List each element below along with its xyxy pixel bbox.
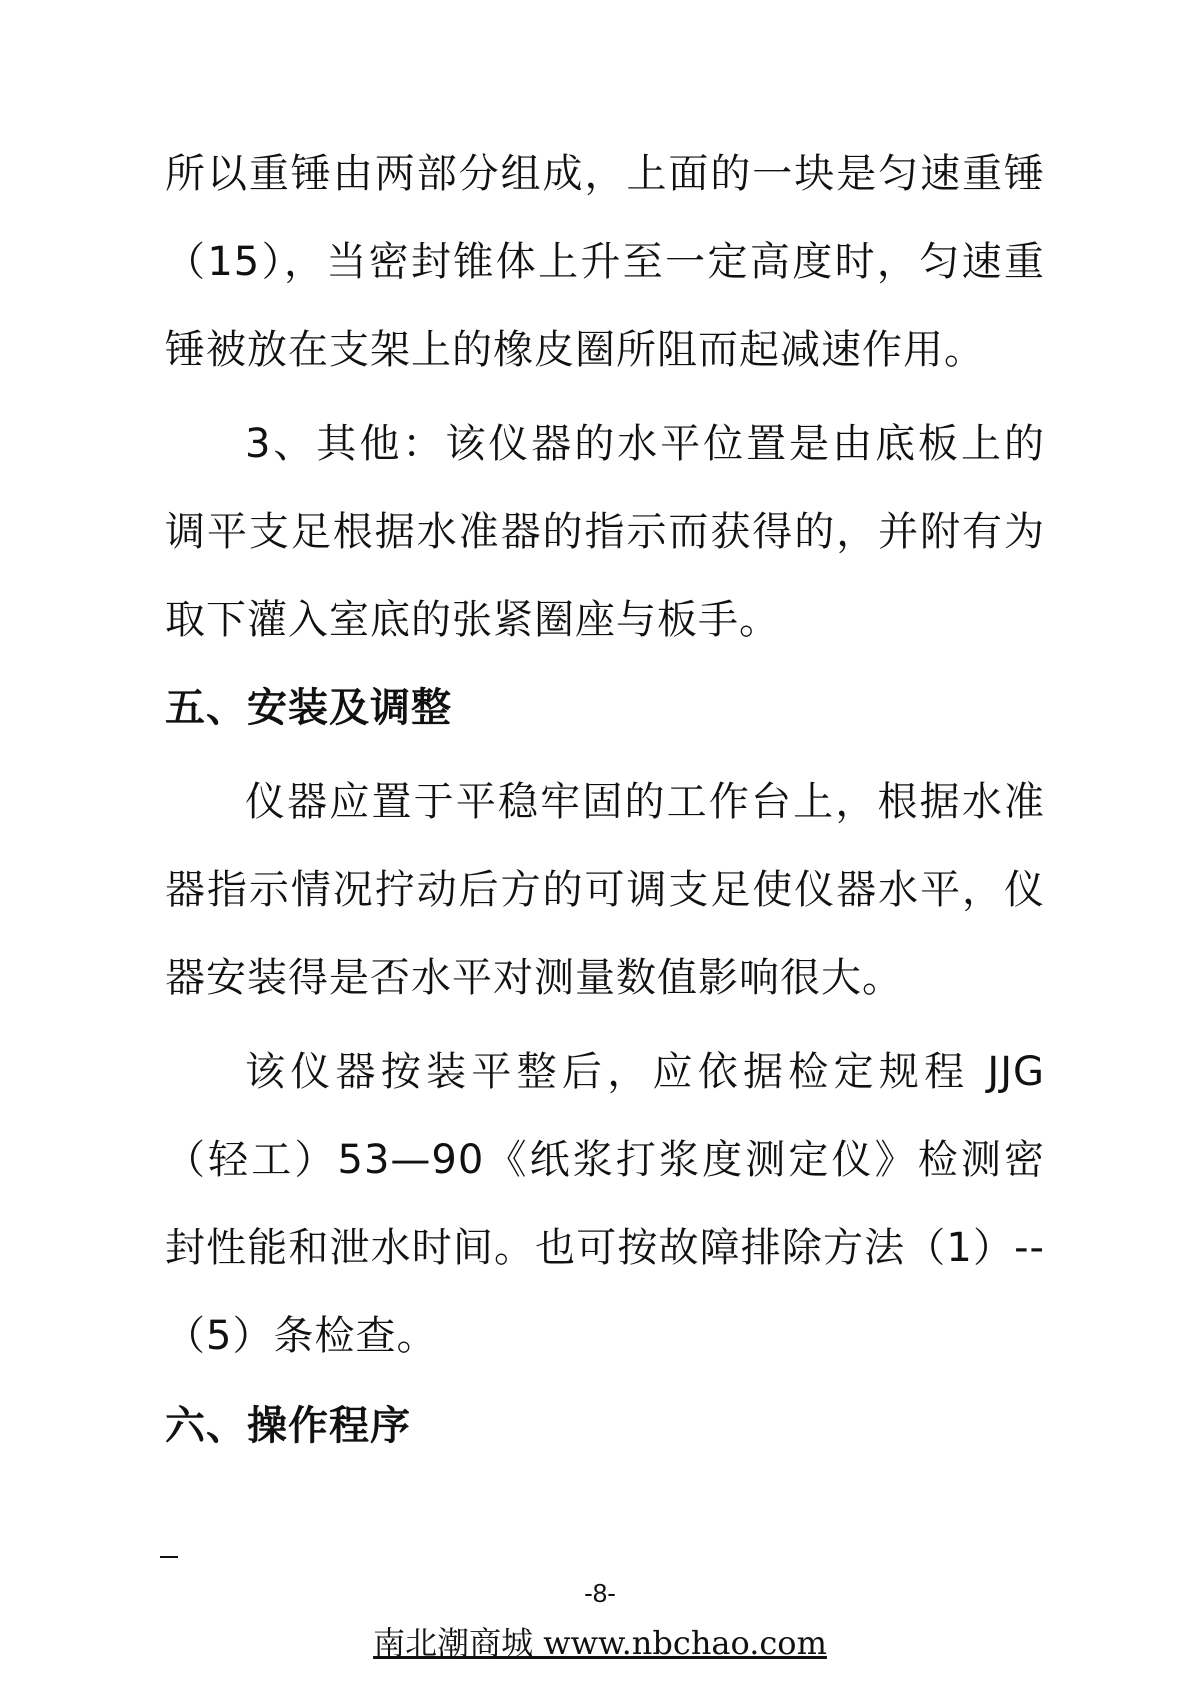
section-heading-installation: 五、安装及调整 [165,685,452,731]
footer-source-link[interactable]: 南北潮商城 www.nbchao.com [373,1624,827,1662]
page-number: -8- [584,1578,616,1608]
paragraph-weight-description: 所以重锤由两部分组成，上面的一块是匀速重锤（15），当密封锥体上升至一定高度时，匀速重锤被放在支架上的橡皮圈所阻而起减速作用。 [165,151,1045,373]
paragraph-calibration: 该仪器按装平整后，应依据检定规程 JJG（轻工）53—90《纸浆打浆度测定仪》检测密封性能和泄水时间。也可按故障排除方法（1）--（5）条检查。 [165,1049,1045,1359]
paragraph-other: 3、其他：该仪器的水平位置是由底板上的调平支足根据水准器的指示而获得的，并附有为取下灌入室底的张紧圈座与板手。 [165,421,1045,643]
footnote-separator [160,1556,178,1558]
section-heading-operation: 六、操作程序 [165,1403,411,1449]
paragraph-installation: 仪器应置于平稳牢固的工作台上，根据水准器指示情况拧动后方的可调支足使仪器水平，仪器安装得是否水平对测量数值影响很大。 [165,779,1045,1001]
